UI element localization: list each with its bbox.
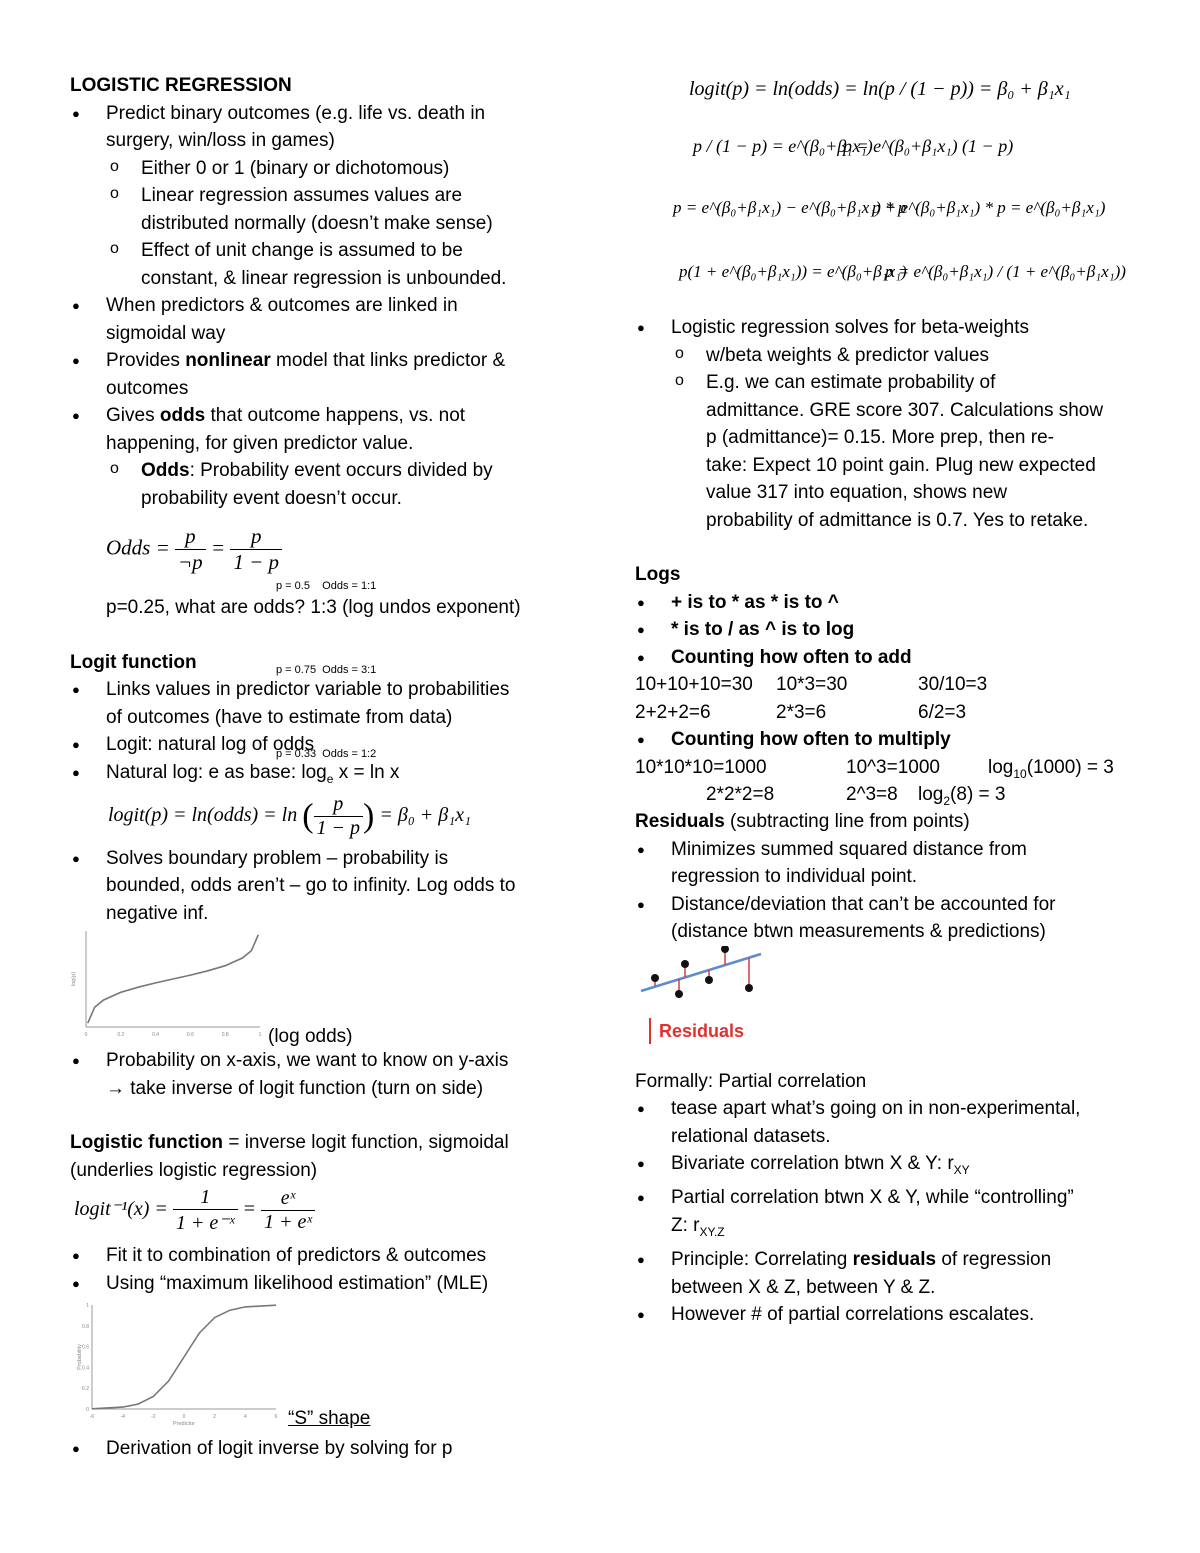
gre-example-cont: p (admittance)= 0.15. More prep, then re- [706,427,1054,448]
y-axis-label: log(p) [71,972,77,987]
gre-example-cont: take: Expect 10 point gain. Plug new expected [706,454,1096,476]
sub-bullet-unit-change-cont: constant, & linear regression is unbounded. [141,267,507,289]
odds-frac-1: $\frac{p}{\neg p}$ [175,524,206,575]
bullet-odds-cont: happening, for given predictor value. [106,432,414,454]
bullet-beta-weights: ● Logistic regression solves for beta-weights [635,314,1135,342]
residuals-heading: Residuals (subtracting line from points) [635,811,970,832]
derivation-eq1: logit(p) = ln(odds) = ln(p / (1 − p)) = β₀ + β₁x₁ [689,78,1071,100]
data-point [721,946,729,953]
derivation-eq4: p(1 + e^(β₀+β₁x₁)) = e^(β₀+β₁x₁) p = e^(β₀+β₁x₁) / (1 + e^(β₀+β₁x₁)) [679,262,1126,281]
bullet-mle: ● Using “maximum likelihood estimation” (MLE) [70,1270,570,1298]
x-tick-label: 0 [182,1414,186,1421]
bullet-boundary-cont2: negative inf. [106,902,209,924]
y-tick-label: 0.4 [82,1365,89,1372]
bullet-bivariate: ● Bivariate correlation btwn X & Y: $r_{XY}$ [635,1150,1135,1184]
bullet-tease-apart: ● tease apart what’s going on in non-experimental, [635,1095,1135,1123]
bullet-boundary: ● Solves boundary problem – probability is [70,845,570,873]
bullet-logit-natural-log: ● Logit: natural log of odds [70,731,570,759]
x-tick-label: 2 [213,1414,217,1421]
section-title-logit: Logit function [70,651,197,673]
bullet-sigmoidal: ● When predictors & outcomes are linked in [70,292,570,320]
derivation-eq2: p / (1 − p) = e^(β₀+β₁x₁) p = e^(β₀+β₁x₁) (1 − p) [693,136,1014,156]
bullet-minimizes-cont: regression to individual point. [671,866,918,887]
regression-line [641,954,761,991]
bullet-probability-x-axis-cont: → take inverse of logit function (turn on side) [106,1077,484,1099]
bullet-counting-multiply: ● Counting how often to multiply [635,726,1135,754]
bullet-derivation: ● Derivation of logit inverse by solving for p [70,1435,570,1463]
bullet-principle: ● Principle: Correlating residuals of regression [635,1246,1135,1274]
s-shape-caption: “S” shape [288,1408,371,1430]
sub-bullet-gre-example: o E.g. we can estimate probability of [635,369,1135,397]
log-odds-figure [70,927,570,1047]
section-title-logistic-regression: LOGISTIC REGRESSION [70,75,292,96]
odds-table-row: p = 0.5 Odds = 1:1 [276,580,377,592]
bullet-links-values-cont: of outcomes (have to estimate from data) [106,706,453,728]
x-tick-label: 6 [274,1414,278,1421]
odds-lhs: Odds = [106,535,170,560]
sub-bullet-linear-normal: o Linear regression assumes values are [70,182,570,210]
gre-example-cont: value 317 into equation, shows new [706,482,1008,503]
y-axis-label: Probability [77,1344,83,1371]
section-title-logs: Logs [635,564,681,585]
data-point [681,960,689,968]
s-shape-figure [70,1297,570,1435]
bullet-binary-outcomes: ● Predict binary outcomes (e.g. life vs. death in [70,100,570,128]
x-tick-label: -6 [89,1414,95,1421]
bullet-sigmoidal-cont: sigmoidal way [106,322,226,344]
y-tick-label: 0.6 [82,1344,89,1351]
right-column: logit(p) = ln(odds) = ln(p / (1 − p)) = β₀ + β₁x₁ p / (1 − p) = e^(β₀+β₁x₁) p = e^(β₀+β₁x₁) (1 − p) p = e^(β₀+β₁x₁) − e^(β₀+β₁x₁) * p p + e^(β₀+β₁x₁) * p = e^(β₀+β₁x₁) p(1 + e^(β₀+β₁x₁)) = e^(β₀+β₁x₁) p = e^(β₀+β₁x₁) / (1 + e^(β₀+β₁x₁)) ● Logistic regression solves for beta-weights o w/beta weights & predictor values o E.g. we can estimate probability of admittance. GRE score 307. Calculations show p (admittance)= 0.15. More prep, then re- take: Expect 10 point gain. Plug new expected value 317 into equation, shows new probability of admittance is 0.7. Yes to retake. Logs ● + is to * as * is to ^ ● * is to / as ^ is to log ● Counting how often to add 10+10+10=30 10*3=30 30/10=3 2+2+2=6 2*3=6 6/2=3 ● Counting how often to multiply 10*10*10=1000 10^3=1000 $\log_{10}(1000) = 3$ 2*2*2=8 2^3=8 $\log_2(8) = 3$ Residuals (subtracting line from points) ● Minimizes summed squared distance from regression to individual point. ● Distance/deviation that can’t be accounted for (distance btwn measurements & predictions) Residuals Formally: Partial correlation ● tease apart what’s going on in non-experimental, relational datasets. ● Bivariate correlation btwn X & Y: $r_{XY}$ ● Partial correlation btwn X & Y, while “controlling” Z: $r_{XY.Z}$ ● Principle: Correlating residuals of regression between X & Z, between Y & Z. ● However # of partial correlations escalates. [635,72,1135,1329]
bullet-escalates: ● However # of partial correlations escalates. [635,1301,1135,1329]
x-tick-label: 0 [84,1032,88,1039]
y-tick-label: 0 [86,1407,89,1414]
data-point [675,990,683,998]
x-tick-label: 0.4 [152,1032,160,1039]
left-column [70,72,570,1463]
bullet-odds: ● Gives odds that outcome happens, vs. not [70,402,570,430]
bullet-nonlinear-cont: outcomes [106,377,189,399]
bullet-tease-apart-cont: relational datasets. [671,1125,831,1147]
bullet-times-divide: ● * is to / as ^ is to log [635,616,1135,644]
bullet-partial-cont: Z: $r_{XY.Z}$ [671,1214,725,1239]
bullet-fit: ● Fit it to combination of predictors & outcomes [70,1242,570,1270]
bullet-minimizes: ● Minimizes summed squared distance from [635,836,1135,864]
odds-frac-2: $\frac{p}{1 - p}$ [230,524,282,575]
logistic-function-heading-cont: (underlies logistic regression) [70,1159,318,1181]
inverse-logit-equation: logit⁻¹(x) = $\frac{1}{\text{1 + e⁻ˣ}}$ = $\frac{\text{eˣ}}{\text{1 + eˣ}}$ [70,1184,570,1242]
residuals-figure [635,946,1135,1068]
formal-partial-correlation: Formally: Partial correlation [635,1070,867,1092]
bullet-links-values: ● Links values in predictor variable to probabilities [70,676,570,704]
odds-table-row: p = 0.33 Odds = 1:2 [276,748,377,760]
sub-bullet-odds-def: o Odds: Probability event occurs divided by [70,457,570,485]
y-tick-label: 0.8 [82,1324,89,1331]
bullet-plus-times: ● + is to * as * is to ^ [635,589,1135,617]
sub-bullet-linear-normal-cont: distributed normally (doesn’t make sense) [141,212,493,234]
data-point [651,974,659,982]
bullet-counting-add: ● Counting how often to add [635,644,1135,672]
odds-question: p=0.25, what are odds? 1:3 (log undos exponent) [106,597,521,618]
sub-bullet-either: o Either 0 or 1 (binary or dichotomous) [70,155,570,183]
bullet-partial: ● Partial correlation btwn X & Y, while “controlling” [635,1184,1135,1212]
data-point [745,984,753,992]
residuals-diagram [635,946,775,1026]
bullet-boundary-cont: bounded, odds aren’t – go to infinity. Log odds to [106,875,516,897]
residuals-label: Residuals [649,1018,744,1044]
odds-table-row: p = 0.75 Odds = 3:1 [276,664,377,676]
x-tick-label: 0.8 [221,1032,229,1039]
x-axis-label: Predictor [172,1421,196,1428]
bullet-nonlinear: ● Provides nonlinear model that links predictor & [70,347,570,375]
sub-bullet-beta-predictor: o w/beta weights & predictor values [635,342,1135,370]
derivation-eq3: p = e^(β₀+β₁x₁) − e^(β₀+β₁x₁) * p p + e^(β₀+β₁x₁) * p = e^(β₀+β₁x₁) [673,198,1106,217]
sigmoid-chart [64,1299,279,1435]
bullet-principle-cont: between X & Z, between Y & Z. [671,1276,936,1298]
bullet-deviation-cont: (distance btwn measurements & predictions) [671,921,1046,942]
odds-formula: Odds = $\frac{p}{\neg p}$ = $\frac{p}{1 - p}$ p = 0.5 Odds = 1:1 p = 0.75 Odds = 3:1 p = 0.33 Odds = 1:2 [70,512,570,594]
add-row: 10+10+10=30 10*3=30 30/10=3 [635,674,988,695]
bullet-natural-log: ● Natural log: e as base: $\log_e x = \ln x$ [70,759,570,793]
sub-bullet-unit-change: o Effect of unit change is assumed to be [70,237,570,265]
x-tick-label: 4 [243,1414,247,1421]
bullet-binary-outcomes-cont: surgery, win/loss in games) [106,130,335,151]
log-odds-chart [70,927,270,1045]
x-tick-label: -2 [151,1414,156,1421]
x-tick-label: 0.6 [186,1032,194,1039]
gre-example-cont: probability of admittance is 0.7. Yes to retake. [706,509,1089,531]
x-tick-label: 0.2 [117,1032,125,1039]
logit-equation: logit(p) = ln(odds) = ln ( $\frac{p}{1 - p}$ ) = β₀ + β₁x₁ [108,792,472,839]
data-point [705,976,713,984]
bullet-probability-x-axis: ● Probability on x-axis, we want to know on y-axis [70,1047,570,1075]
sub-bullet-odds-def-cont: probability event doesn’t occur. [141,487,402,509]
x-tick-label: -4 [120,1414,125,1421]
logistic-function-heading: Logistic function = inverse logit function, sigmoidal [70,1132,509,1154]
x-tick-label: 1 [258,1032,262,1039]
log-odds-caption: (log odds) [268,1026,353,1048]
y-tick-label: 1 [86,1303,89,1310]
add-row: 2+2+2=6 2*3=6 6/2=3 [635,701,967,723]
gre-example-cont: admittance. GRE score 307. Calculations show [706,399,1104,421]
bullet-deviation: ● Distance/deviation that can’t be accounted for [635,891,1135,919]
multiply-row: 10*10*10=1000 10^3=1000 $\log_{10}(1000) = 3$ [635,756,1114,781]
y-tick-label: 0.2 [82,1386,89,1393]
